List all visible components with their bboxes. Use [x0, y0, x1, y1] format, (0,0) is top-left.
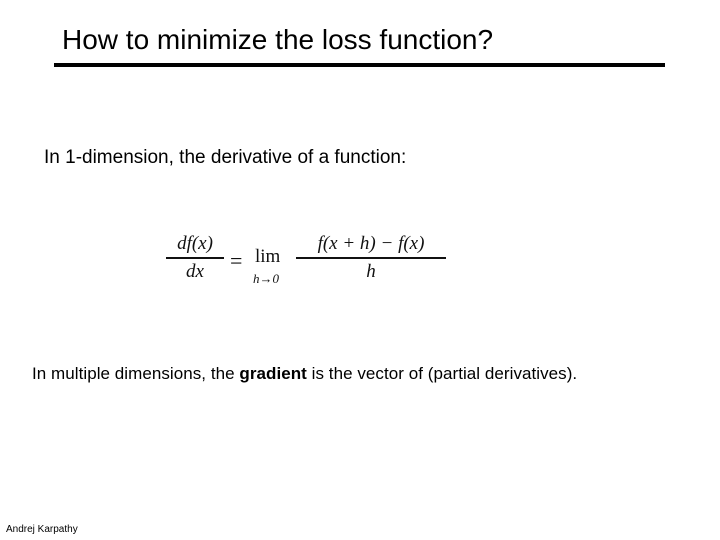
gradient-emphasis: gradient [239, 364, 307, 383]
rhs-fraction-bar [296, 257, 446, 259]
lhs-numerator: df(x) [177, 233, 213, 254]
gradient-text-suffix: is the vector of (partial derivatives). [306, 364, 578, 383]
slide-title: How to minimize the loss function? [62, 24, 494, 55]
lhs-fraction-bar [166, 257, 224, 259]
author-footer: Andrej Karpathy [6, 524, 78, 535]
title-underline [54, 63, 665, 67]
lhs-denominator: dx [186, 260, 204, 282]
limit-subscript: h→0 [253, 271, 279, 286]
rhs-numerator: f(x + h) − f(x) [317, 233, 425, 254]
gradient-text [32, 362, 577, 386]
derivative-formula [160, 226, 460, 296]
intro-text: In 1-dimension, the derivative of a function: [44, 147, 407, 168]
rhs-denominator: h [366, 260, 376, 282]
lhs-fraction [166, 232, 224, 284]
limit-operator: lim [255, 246, 281, 267]
gradient-text-prefix: In multiple dimensions, the [32, 364, 240, 383]
equals-sign: = [230, 248, 243, 273]
rhs-fraction [296, 232, 446, 284]
